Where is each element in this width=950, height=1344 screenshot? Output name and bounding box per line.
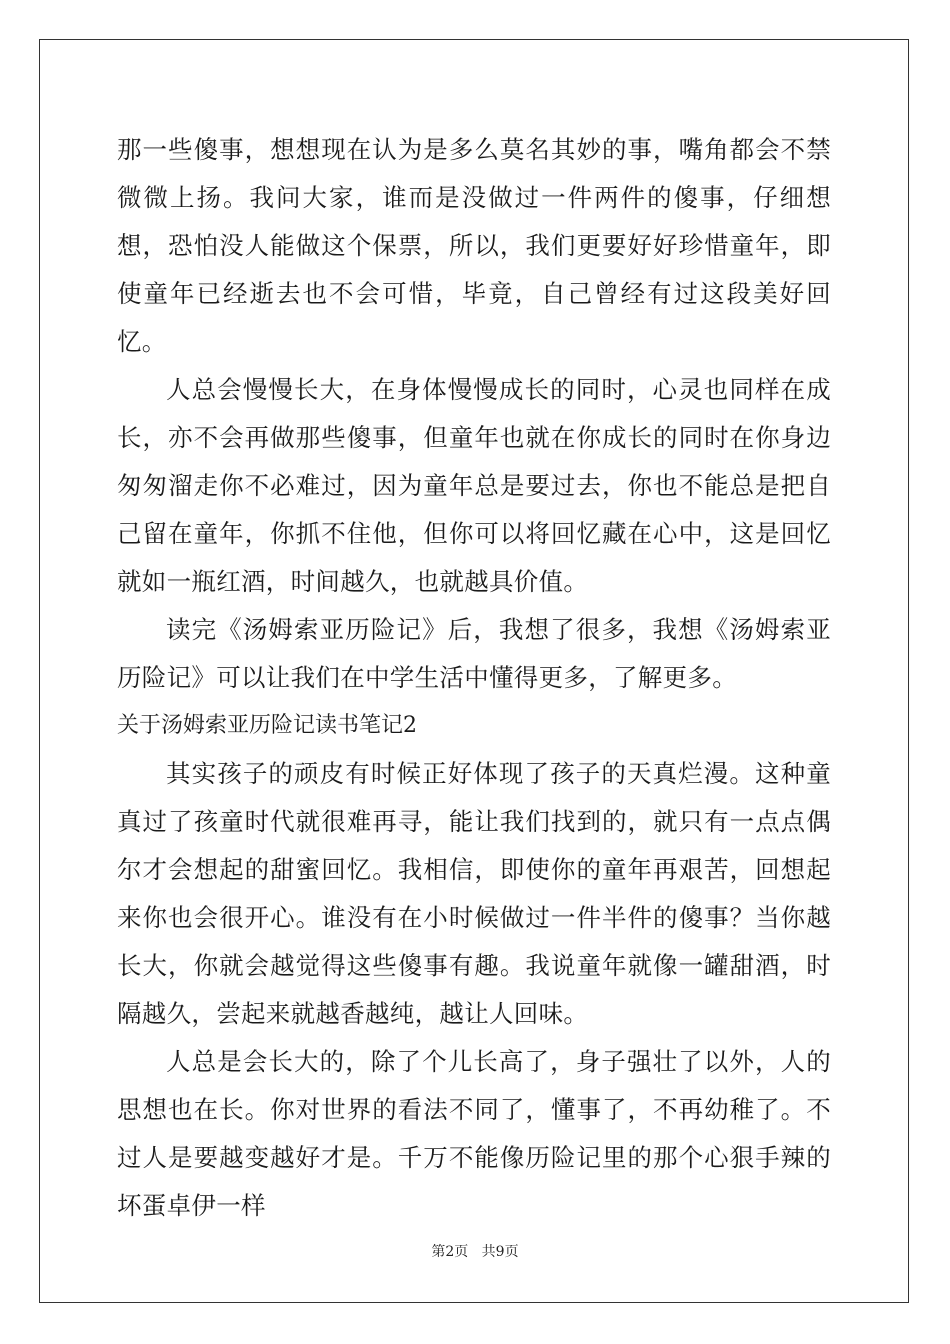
page-total: 共9页 <box>481 1244 519 1260</box>
section-heading: 关于汤姆索亚历险记读书笔记2 <box>117 713 417 738</box>
paragraph-5: 人总是会长大的，除了个儿长高了，身子强壮了以外，人的思想也在长。你对世界的看法不同了，懂事了，不再幼稚了。不过人是要越变越好才是。千万不能像历险记里的那个心狠手辣的坏蛋卓伊一样 <box>117 1047 831 1220</box>
paragraph-4: 其实孩子的顽皮有时候正好体现了孩子的天真烂漫。这种童真过了孩童时代就很难再寻，能让我们找到的，就只有一点点偶尔才会想起的甜蜜回忆。我相信，即使你的童年再艰苦，回想起来你也会很开心。谁没有在小时候做过一件半件的傻事？当你越长大，你就会越觉得这些傻事有趣。我说童年就像一罐甜酒，时隔越久，尝起来就越香越纯，越让人回味。 <box>117 759 831 1028</box>
paragraph-2: 人总会慢慢长大，在身体慢慢成长的同时，心灵也同样在成长，亦不会再做那些傻事，但童年也就在你成长的同时在你身边匆匆溜走你不必难过，因为童年总是要过去，你也不能总是把自己留在童年，你抓不住他，但你可以将回忆藏在心中，这是回忆就如一瓶红酒，时间越久，也就越具价值。 <box>117 375 831 596</box>
paragraph-3: 读完《汤姆索亚历险记》后，我想了很多，我想《汤姆索亚历险记》可以让我们在中学生活中懂得更多，了解更多。 <box>117 615 831 692</box>
page-number: 第2页 <box>431 1244 469 1260</box>
paragraph-1: 那一些傻事，想想现在认为是多么莫名其妙的事，嘴角都会不禁微微上扬。我问大家，谁而是没做过一件两件的傻事，仔细想想，恐怕没人能做这个保票，所以，我们更要好好珍惜童年，即使童年已经逝去也不会可惜，毕竟，自己曾经有过这段美好回忆。 <box>117 135 831 356</box>
page-footer <box>0 1242 950 1262</box>
document-body <box>117 126 831 1230</box>
